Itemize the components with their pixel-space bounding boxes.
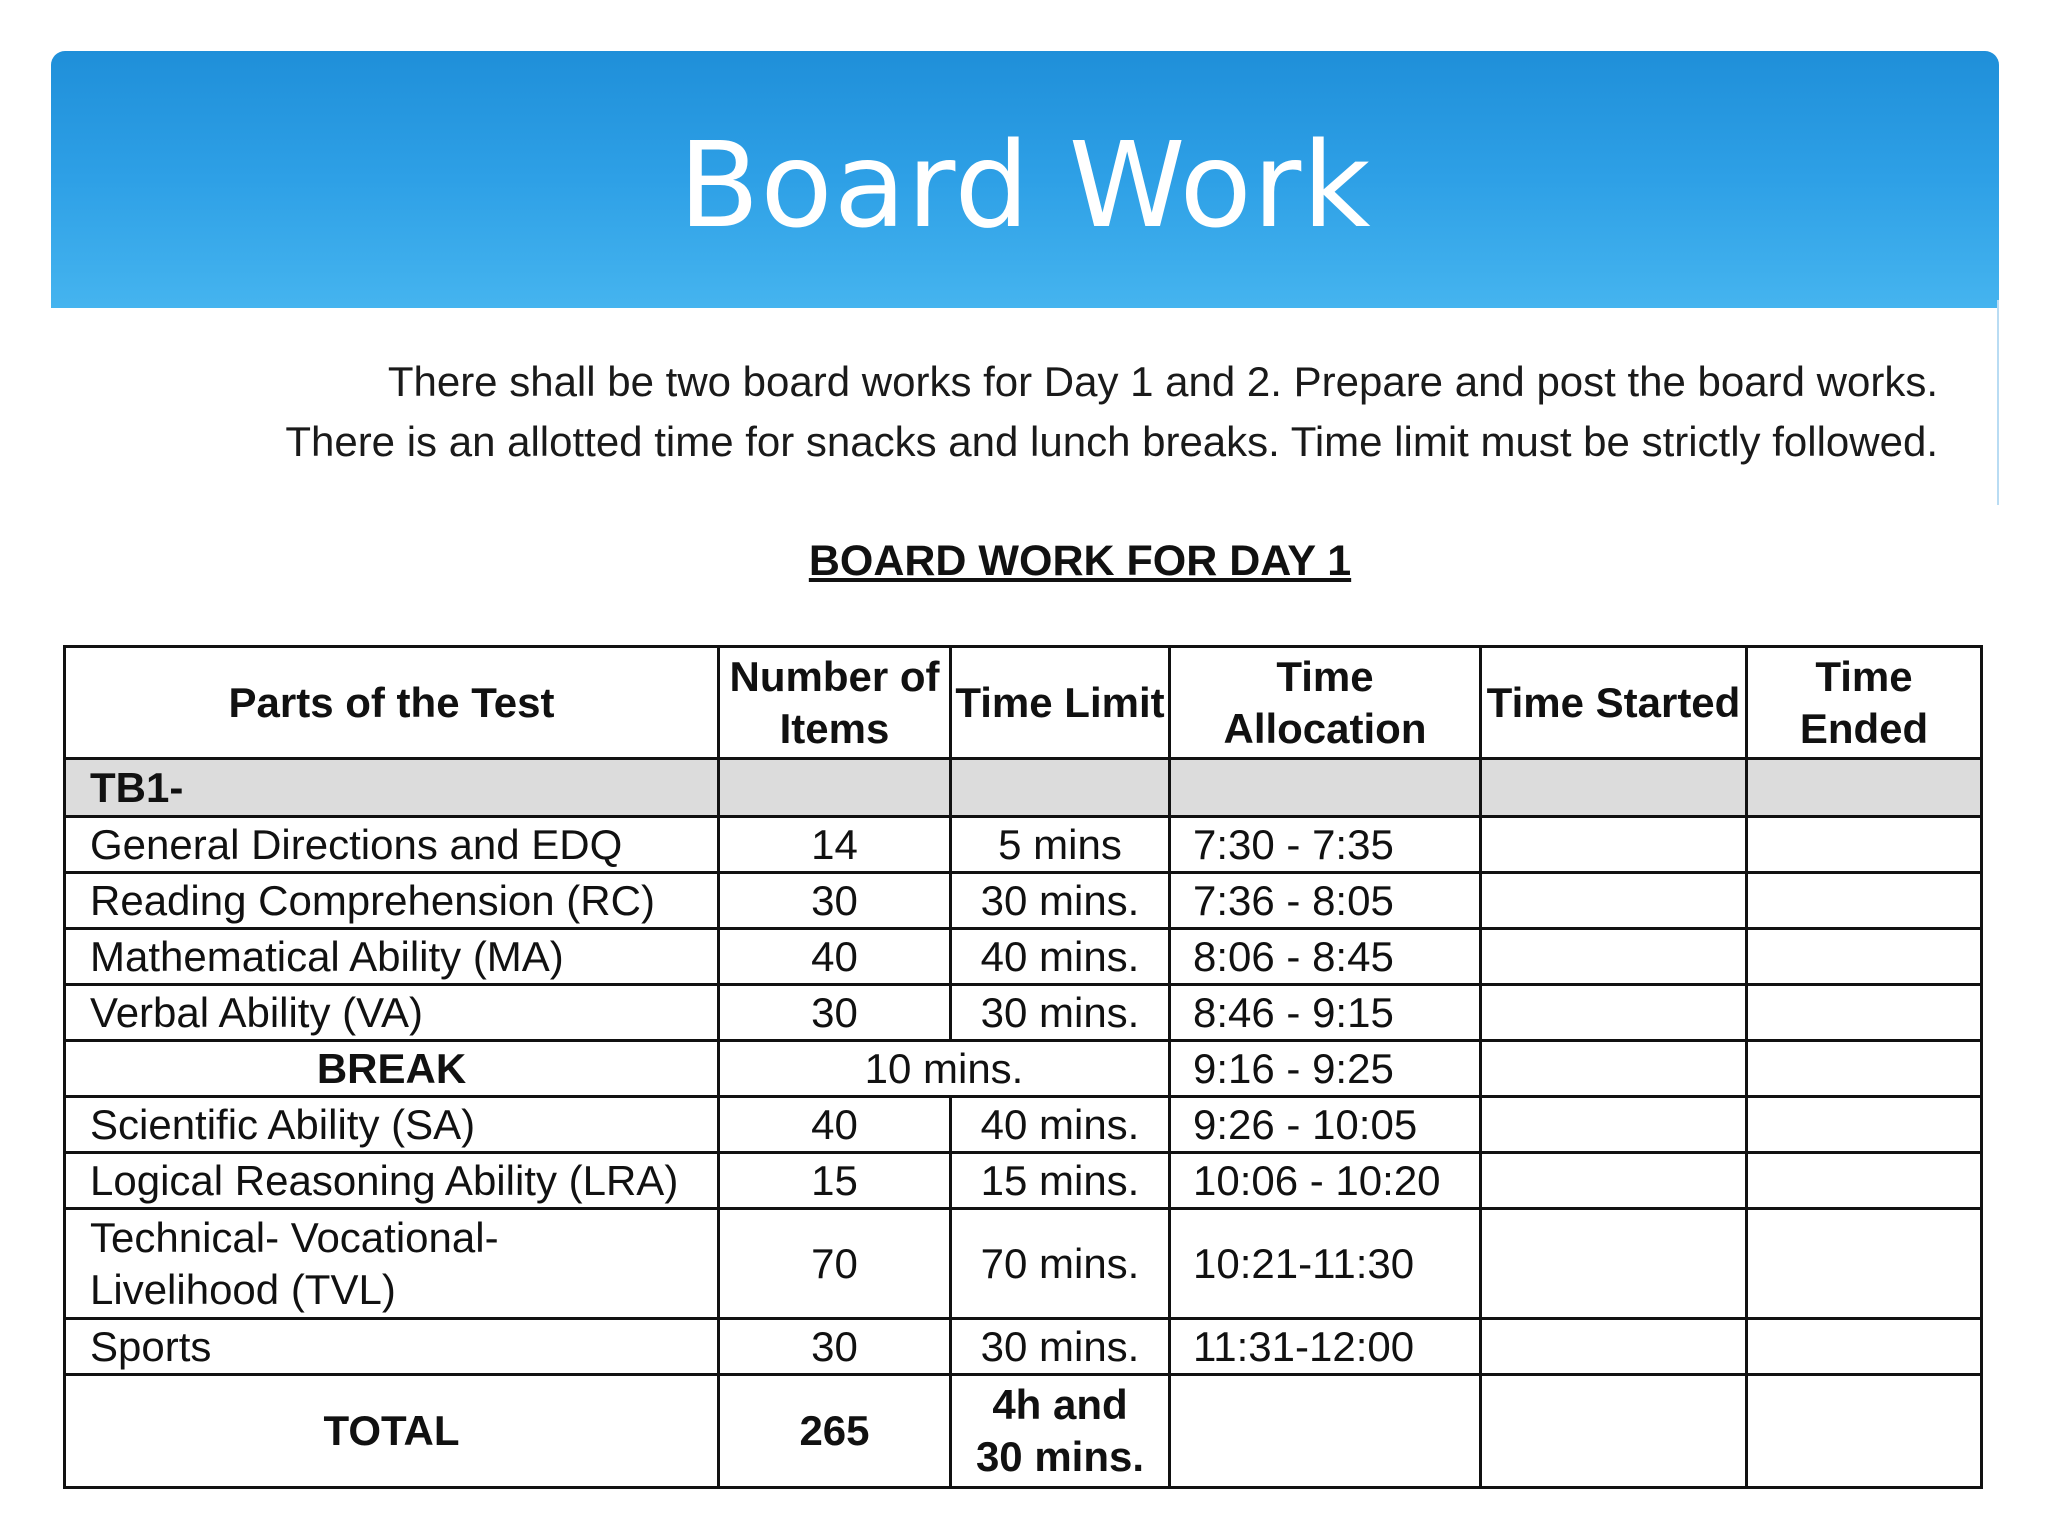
total-time: 4h and 30 mins.: [951, 1375, 1170, 1488]
table-row: [65, 1097, 1982, 1153]
schedule-table: [63, 645, 1983, 1489]
break-row: [65, 1041, 1982, 1097]
time-started-cell: [1481, 1097, 1747, 1153]
time-started-cell: [1481, 985, 1747, 1041]
time-ended-cell: [1747, 1097, 1982, 1153]
table-row: [65, 1153, 1982, 1209]
header-limit: Time Limit: [951, 647, 1170, 759]
header-allocation: Time Allocation: [1170, 647, 1481, 759]
table-row: [65, 929, 1982, 985]
time-allocation: 10:06 - 10:20: [1170, 1153, 1481, 1209]
time-limit: 30 mins.: [951, 1319, 1170, 1375]
time-started-cell: [1481, 1319, 1747, 1375]
item-count: 15: [719, 1153, 951, 1209]
total-ended-cell: [1747, 1375, 1982, 1488]
item-count: 14: [719, 817, 951, 873]
table-row: [65, 873, 1982, 929]
time-allocation: 9:16 - 9:25: [1170, 1041, 1481, 1097]
time-allocation: 9:26 - 10:05: [1170, 1097, 1481, 1153]
section-row: [65, 759, 1982, 817]
part-name: Technical- Vocational- Livelihood (TVL): [65, 1209, 719, 1319]
break-label: BREAK: [65, 1041, 719, 1097]
table-title: BOARD WORK FOR DAY 1: [808, 537, 1352, 585]
part-name: Verbal Ability (VA): [65, 985, 719, 1041]
part-name: Sports: [65, 1319, 719, 1375]
time-allocation: 11:31-12:00: [1170, 1319, 1481, 1375]
header-items: Number of Items: [719, 647, 951, 759]
header-ended: Time Ended: [1747, 647, 1982, 759]
time-allocation: 8:06 - 8:45: [1170, 929, 1481, 985]
section-label: TB1-: [65, 759, 719, 817]
time-limit: 15 mins.: [951, 1153, 1170, 1209]
intro-line-1: There shall be two board works for Day 1 and 2. Prepare and post the board works.: [387, 358, 1938, 405]
total-items: 265: [719, 1375, 951, 1488]
time-limit: 30 mins.: [951, 985, 1170, 1041]
time-ended-cell: [1747, 929, 1982, 985]
part-name: Scientific Ability (SA): [65, 1097, 719, 1153]
break-duration: 10 mins.: [719, 1041, 1170, 1097]
item-count: 30: [719, 985, 951, 1041]
part-name: Mathematical Ability (MA): [65, 929, 719, 985]
time-allocation: 7:30 - 7:35: [1170, 817, 1481, 873]
table-row: [65, 1209, 1982, 1319]
table-row: [65, 985, 1982, 1041]
header-started: Time Started: [1481, 647, 1747, 759]
time-started-cell: [1481, 1153, 1747, 1209]
time-ended-cell: [1747, 1319, 1982, 1375]
banner-side-rule: [1997, 300, 1999, 505]
time-started-cell: [1481, 873, 1747, 929]
total-started-cell: [1481, 1375, 1747, 1488]
time-started-cell: [1481, 1209, 1747, 1319]
time-started-cell: [1481, 817, 1747, 873]
part-name: General Directions and EDQ: [65, 817, 719, 873]
time-ended-cell: [1747, 985, 1982, 1041]
total-allocation-cell: [1170, 1375, 1481, 1488]
time-limit: 30 mins.: [951, 873, 1170, 929]
table-header-row: [65, 647, 1982, 759]
time-allocation: 10:21-11:30: [1170, 1209, 1481, 1319]
item-count: 40: [719, 929, 951, 985]
time-ended-cell: [1747, 1209, 1982, 1319]
time-allocation: 7:36 - 8:05: [1170, 873, 1481, 929]
intro-line-2: There is an allotted time for snacks and lunch breaks. Time limit must be strictly followed.: [285, 418, 1938, 465]
time-started-cell: [1481, 929, 1747, 985]
table-row: [65, 817, 1982, 873]
time-limit: 5 mins: [951, 817, 1170, 873]
item-count: 30: [719, 1319, 951, 1375]
table-row: [65, 1319, 1982, 1375]
intro-text: [138, 352, 1938, 472]
time-ended-cell: [1747, 873, 1982, 929]
time-limit: 40 mins.: [951, 929, 1170, 985]
item-count: 70: [719, 1209, 951, 1319]
time-started-cell: [1481, 1041, 1747, 1097]
time-ended-cell: [1747, 1153, 1982, 1209]
time-ended-cell: [1747, 817, 1982, 873]
part-name: Logical Reasoning Ability (LRA): [65, 1153, 719, 1209]
time-limit: 70 mins.: [951, 1209, 1170, 1319]
time-allocation: 8:46 - 9:15: [1170, 985, 1481, 1041]
item-count: 30: [719, 873, 951, 929]
total-label: TOTAL: [65, 1375, 719, 1488]
slide-title: Board Work: [678, 115, 1372, 254]
total-row: [65, 1375, 1982, 1488]
header-parts: Parts of the Test: [65, 647, 719, 759]
part-name: Reading Comprehension (RC): [65, 873, 719, 929]
time-limit: 40 mins.: [951, 1097, 1170, 1153]
time-ended-cell: [1747, 1041, 1982, 1097]
item-count: 40: [719, 1097, 951, 1153]
